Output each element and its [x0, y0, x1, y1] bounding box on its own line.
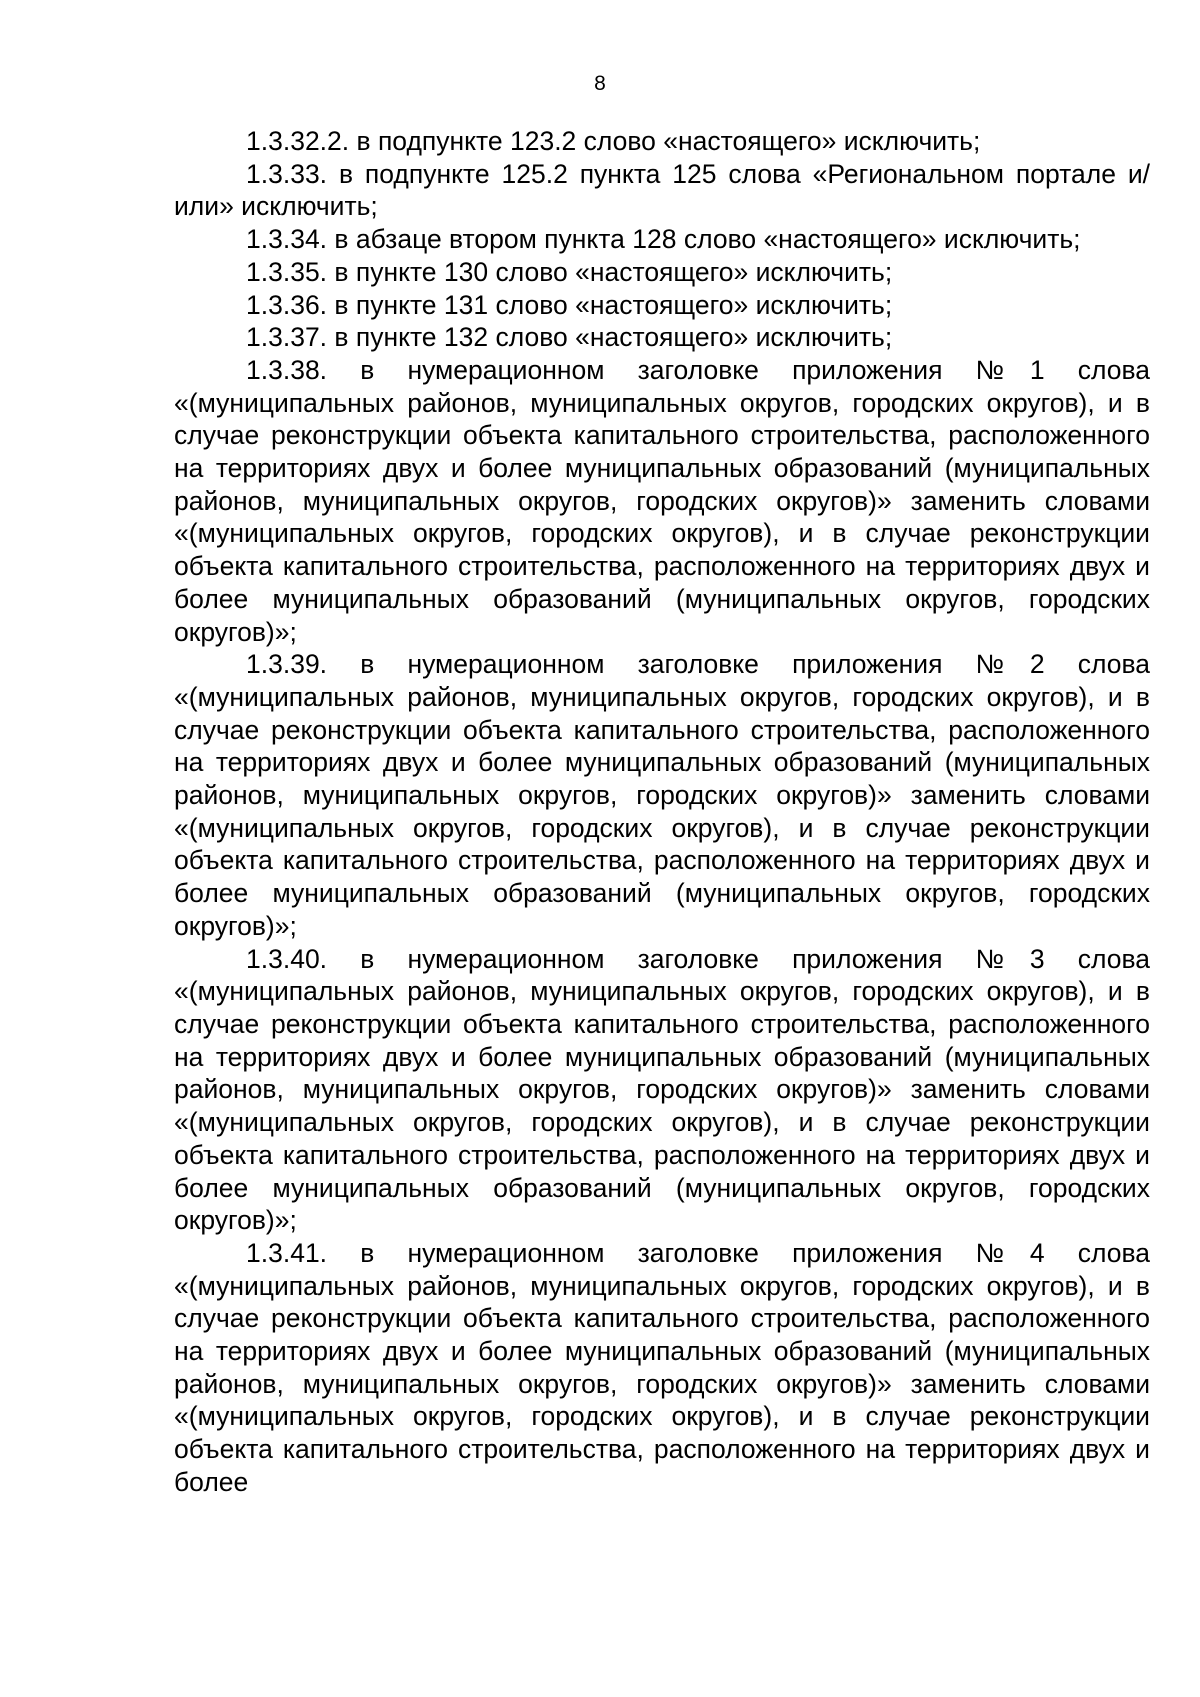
paragraph-1-3-34: 1.3.34. в абзаце втором пункта 128 слово «настоящего» исключить;: [246, 224, 1081, 255]
paragraph-1-3-37: 1.3.37. в пункте 132 слово «настоящего» исключить;: [246, 322, 893, 353]
paragraph-1-3-40: 1.3.40. в нумерационном заголовке приложения №3 слова «(муниципальных районов, муниципальных округов, городских округов), и в случае реконструкции объекта капитального строительства, расположенного на территориях двух и более муниципальных образований (муниципальных районов, муниципальных округов, городских округов)» заменить словами «(муниципальных округов, городских округов), и в случае реконструкции объекта капитального строительства, расположенного на территориях двух и более муниципальных образований (муниципальных округов, городских округов)»;: [174, 943, 1150, 1236]
document-body: [174, 125, 1150, 1499]
paragraph-1-3-32-2: 1.3.32.2. в подпункте 123.2 слово «настоящего» исключить;: [246, 126, 981, 156]
paragraph-1-3-41: 1.3.41. в нумерационном заголовке приложения №4 слова «(муниципальных районов, муниципальных округов, городских округов), и в случае реконструкции объекта капитального строительства, расположенного на территориях двух и более муниципальных образований (муниципальных районов, муниципальных округов, городских округов)» заменить словами «(муниципальных округов, городских округов), и в случае реконструкции объекта капитального строительства, расположенного на территориях двух и более: [174, 1237, 1150, 1497]
page-number: 8: [594, 72, 606, 95]
paragraph-1-3-38: 1.3.38. в нумерационном заголовке приложения №1 слова «(муниципальных районов, муниципальных округов, городских округов), и в случае реконструкции объекта капитального строительства, расположенного на территориях двух и более муниципальных образований (муниципальных районов, муниципальных округов, городских округов)» заменить словами «(муниципальных округов, городских округов), и в случае реконструкции объекта капитального строительства, расположенного на территориях двух и более муниципальных образований (муниципальных округов, городских округов)»;: [174, 354, 1150, 647]
paragraph-1-3-33: 1.3.33. в подпункте 125.2 пункта 125 слова «Региональном портале и/или» исключить;: [174, 158, 1150, 222]
paragraph-1-3-39: 1.3.39. в нумерационном заголовке приложения №2 слова «(муниципальных районов, муниципальных округов, городских округов), и в случае реконструкции объекта капитального строительства, расположенного на территориях двух и более муниципальных образований (муниципальных районов, муниципальных округов, городских округов)» заменить словами «(муниципальных округов, городских округов), и в случае реконструкции объекта капитального строительства, расположенного на территориях двух и более муниципальных образований (муниципальных округов, городских округов)»;: [174, 649, 1150, 941]
paragraph-1-3-36: 1.3.36. в пункте 131 слово «настоящего» исключить;: [246, 289, 893, 320]
paragraph-1-3-35: 1.3.35. в пункте 130 слово «настоящего» исключить;: [246, 256, 893, 287]
